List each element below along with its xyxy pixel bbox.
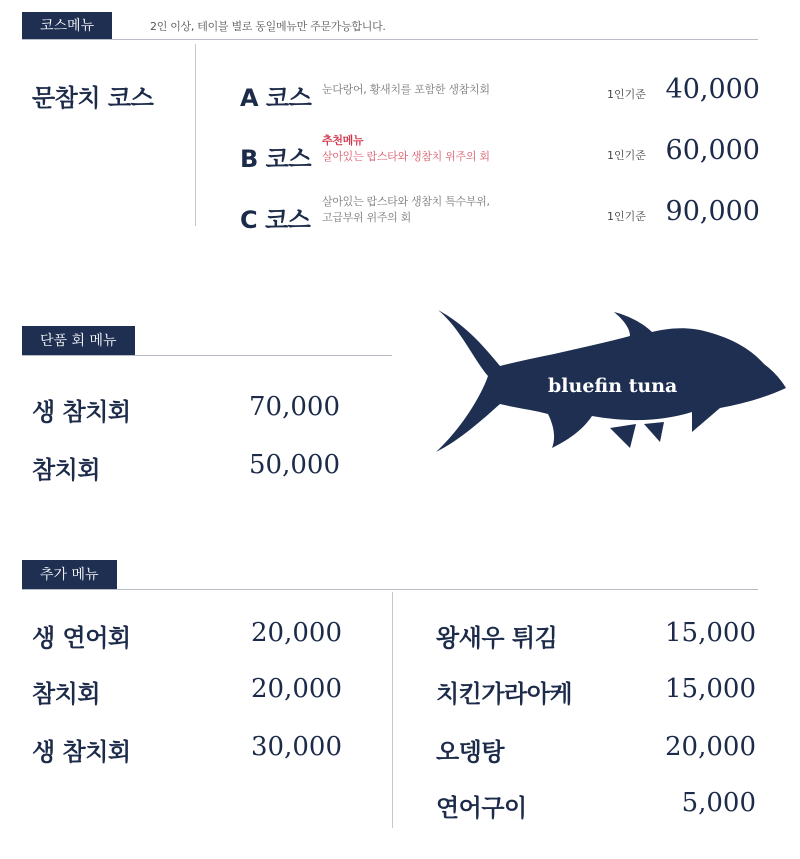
extra-menu-row <box>436 618 756 654</box>
course-name: B 코스 <box>240 145 312 173</box>
menu-item-price: 20,000 <box>251 618 342 648</box>
fish-label: bluefin tuna <box>548 375 678 397</box>
course-desc-line: 살아있는 랍스타와 생참치 특수부위, <box>322 195 490 208</box>
single-menu-tab: 단품 회 메뉴 <box>22 326 135 356</box>
course-price: 90,000 <box>665 196 760 227</box>
menu-item-name: 참치회 <box>32 680 101 708</box>
course-unit: 1인기준 <box>607 149 646 162</box>
single-menu-row <box>32 450 340 486</box>
course-description <box>322 194 572 226</box>
menu-item-name: 연어구이 <box>436 794 527 822</box>
course-section-rule <box>22 39 758 40</box>
menu-item-price: 70,000 <box>249 392 340 422</box>
single-menu-row <box>32 392 340 428</box>
menu-item-price: 15,000 <box>665 674 756 704</box>
course-unit: 1인기준 <box>607 210 646 223</box>
menu-item-price: 5,000 <box>681 788 756 818</box>
course-name: A 코스 <box>240 84 312 112</box>
extra-menu-row <box>32 732 342 768</box>
menu-item-price: 30,000 <box>251 732 342 762</box>
menu-item-name: 왕새우 튀김 <box>436 624 558 652</box>
course-row-b <box>240 134 760 183</box>
course-desc-line: 살아있는 랍스타와 생참치 위주의 회 <box>322 150 490 163</box>
menu-item-name: 생 참치회 <box>32 398 131 426</box>
course-price: 60,000 <box>665 135 760 166</box>
recommend-badge: 추천메뉴 <box>322 134 364 147</box>
menu-item-name: 생 참치회 <box>32 738 131 766</box>
course-divider <box>195 44 196 226</box>
extra-menu-row <box>32 674 342 710</box>
course-title: 문참치 코스 <box>32 84 154 112</box>
course-name: C 코스 <box>240 206 311 234</box>
course-desc-line: 눈다랑어, 황새치를 포함한 생참치회 <box>322 83 490 96</box>
menu-item-price: 20,000 <box>665 732 756 762</box>
menu-item-price: 20,000 <box>251 674 342 704</box>
extra-divider <box>392 592 393 828</box>
menu-item-name: 치킨가라아케 <box>436 680 573 708</box>
tuna-finlet-icon <box>610 422 664 448</box>
menu-item-name: 참치회 <box>32 456 101 484</box>
extra-section-rule <box>22 589 758 590</box>
course-description <box>322 133 572 165</box>
bluefin-tuna-graphic <box>430 308 790 460</box>
menu-item-price: 50,000 <box>249 450 340 480</box>
extra-menu-row <box>32 618 342 654</box>
menu-item-name: 생 연어회 <box>32 624 131 652</box>
single-section-rule <box>22 355 392 356</box>
course-price: 40,000 <box>665 74 760 105</box>
course-row-c <box>240 195 760 244</box>
extra-menu-tab: 추가 메뉴 <box>22 560 117 590</box>
course-menu-tab: 코스메뉴 <box>22 12 112 40</box>
course-note: 2인 이상, 테이블 별로 동일메뉴만 주문가능합니다. <box>150 20 386 33</box>
course-unit: 1인기준 <box>607 88 646 101</box>
menu-item-price: 15,000 <box>665 618 756 648</box>
extra-menu-row <box>436 788 756 824</box>
extra-menu-row <box>436 732 756 768</box>
course-description <box>322 82 572 98</box>
course-row-a <box>240 74 760 122</box>
extra-menu-row <box>436 674 756 710</box>
menu-item-name: 오뎅탕 <box>436 738 505 766</box>
course-desc-line: 고급부위 위주의 회 <box>322 211 412 224</box>
